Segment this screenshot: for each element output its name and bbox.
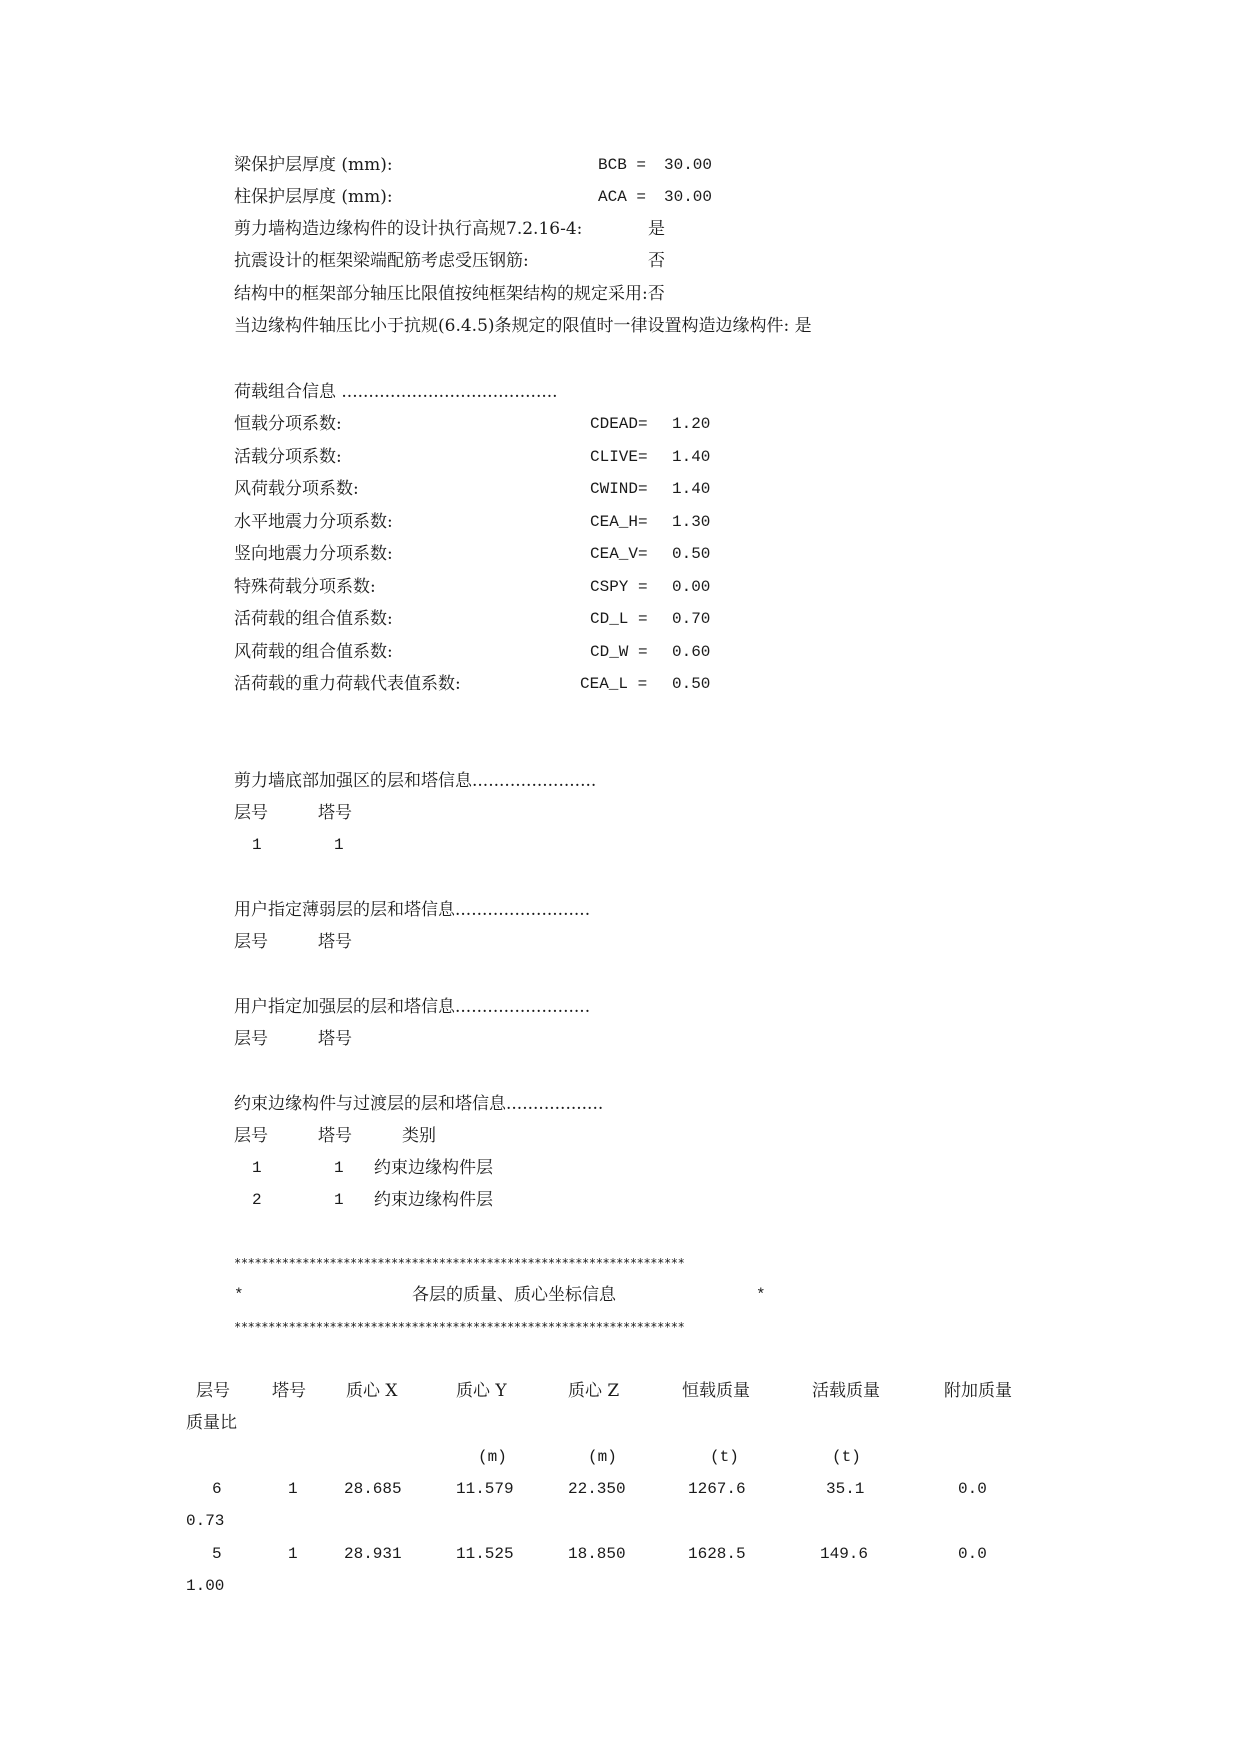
row-tower: 1 — [288, 1545, 298, 1563]
load-row-code: CWIND= — [590, 480, 648, 498]
load-row-code: CEA_V= — [590, 545, 648, 563]
row-live: 35.1 — [826, 1480, 865, 1498]
load-row-value: 0.00 — [672, 578, 711, 596]
row-y: 11.579 — [456, 1480, 514, 1498]
type-cell: 约束边缘构件层 — [374, 1190, 493, 1210]
header-y: 质心 Y — [456, 1381, 507, 1401]
load-row-label: 活荷载的重力荷载代表值系数: — [234, 674, 461, 694]
row-floor: 5 — [212, 1545, 222, 1563]
load-row-label: 活荷载的组合值系数: — [234, 609, 393, 629]
load-row-code: CDEAD= — [590, 415, 648, 433]
unit-y: (m) — [478, 1448, 507, 1466]
header-tower: 塔号 — [272, 1381, 306, 1401]
load-row-value: 0.70 — [672, 610, 711, 628]
load-row-code: CEA_H= — [590, 513, 648, 531]
header-dead: 恒载质量 — [682, 1381, 750, 1401]
col-type-header: 类别 — [402, 1126, 436, 1146]
frame-beam-line: 抗震设计的框架梁端配筋考虑受压钢筋: — [234, 251, 529, 271]
row-z: 18.850 — [568, 1545, 626, 1563]
col-floor-header: 层号 — [234, 1126, 268, 1146]
col-cover-code: ACA = — [598, 188, 647, 206]
load-row-code: CEA_L = — [580, 675, 648, 693]
load-row-label: 活载分项系数: — [234, 447, 342, 467]
load-combo-heading: 荷载组合信息 ........................................ — [234, 382, 558, 402]
load-row-value: 1.40 — [672, 480, 711, 498]
header-live: 活载质量 — [812, 1381, 880, 1401]
load-row-label: 特殊荷载分项系数: — [234, 577, 376, 597]
header-extra: 附加质量 — [944, 1381, 1012, 1401]
unit-live: (t) — [832, 1448, 861, 1466]
col-tower-header: 塔号 — [318, 1126, 352, 1146]
header-z: 质心 Z — [568, 1381, 620, 1401]
load-row-value: 0.50 — [672, 545, 711, 563]
load-row-value: 1.30 — [672, 513, 711, 531]
load-row-value: 1.40 — [672, 448, 711, 466]
axial-ratio-line: 结构中的框架部分轴压比限值按纯框架结构的规定采用:否 — [234, 284, 665, 304]
load-row-label: 竖向地震力分项系数: — [234, 544, 393, 564]
row-ratio: 0.73 — [186, 1512, 225, 1530]
shear-wall-value: 是 — [648, 219, 665, 239]
floor-cell: 1 — [252, 1159, 262, 1177]
load-row-label: 风荷载分项系数: — [234, 479, 359, 499]
tower-cell: 1 — [334, 836, 344, 854]
col-floor-header: 层号 — [234, 1029, 268, 1049]
load-row-value: 0.60 — [672, 643, 711, 661]
beam-cover-label: 梁保护层厚度 (mm): — [234, 155, 393, 175]
star-border-top: ****************************************************************** — [234, 1256, 685, 1270]
header-ratio: 质量比 — [186, 1413, 237, 1433]
header-x: 质心 X — [346, 1381, 398, 1401]
load-row-label: 水平地震力分项系数: — [234, 512, 393, 532]
strong-layer-heading: 用户指定加强层的层和塔信息......................... — [234, 997, 591, 1017]
header-floor: 层号 — [196, 1381, 230, 1401]
row-live: 149.6 — [820, 1545, 869, 1563]
unit-z: (m) — [588, 1448, 617, 1466]
row-ratio: 1.00 — [186, 1577, 225, 1595]
load-row-value: 0.50 — [672, 675, 711, 693]
col-tower-header: 塔号 — [318, 803, 352, 823]
edge-member-line: 当边缘构件轴压比小于抗规(6.4.5)条规定的限值时一律设置构造边缘构件: 是 — [234, 316, 812, 336]
row-x: 28.685 — [344, 1480, 402, 1498]
row-y: 11.525 — [456, 1545, 514, 1563]
load-row-value: 1.20 — [672, 415, 711, 433]
star-left: * — [234, 1286, 244, 1304]
load-row-label: 风荷载的组合值系数: — [234, 642, 393, 662]
floor-cell: 1 — [252, 836, 262, 854]
load-row-code: CSPY = — [590, 578, 648, 596]
row-x: 28.931 — [344, 1545, 402, 1563]
col-floor-header: 层号 — [234, 932, 268, 952]
row-z: 22.350 — [568, 1480, 626, 1498]
load-row-label: 恒载分项系数: — [234, 414, 342, 434]
load-row-code: CD_L = — [590, 610, 648, 628]
row-extra: 0.0 — [958, 1545, 987, 1563]
load-row-code: CLIVE= — [590, 448, 648, 466]
load-row-code: CD_W = — [590, 643, 648, 661]
col-tower-header: 塔号 — [318, 932, 352, 952]
row-extra: 0.0 — [958, 1480, 987, 1498]
col-floor-header: 层号 — [234, 803, 268, 823]
shear-wall-line: 剪力墙构造边缘构件的设计执行高规7.2.16-4: — [234, 219, 583, 239]
floor-cell: 2 — [252, 1191, 262, 1209]
beam-cover-code: BCB = — [598, 156, 647, 174]
unit-dead: (t) — [710, 1448, 739, 1466]
col-tower-header: 塔号 — [318, 1029, 352, 1049]
weak-layer-heading: 用户指定薄弱层的层和塔信息......................... — [234, 900, 591, 920]
frame-beam-value: 否 — [648, 251, 665, 271]
tower-cell: 1 — [334, 1159, 344, 1177]
tower-cell: 1 — [334, 1191, 344, 1209]
star-right: * — [756, 1286, 766, 1304]
star-border-bottom: ****************************************************************** — [234, 1320, 685, 1334]
mass-box-title: 各层的质量、质心坐标信息 — [412, 1285, 616, 1305]
row-dead: 1267.6 — [688, 1480, 746, 1498]
boundary-heading: 约束边缘构件与过渡层的层和塔信息.................. — [234, 1094, 604, 1114]
col-cover-label: 柱保护层厚度 (mm): — [234, 187, 393, 207]
row-floor: 6 — [212, 1480, 222, 1498]
col-cover-value: 30.00 — [664, 188, 713, 206]
row-tower: 1 — [288, 1480, 298, 1498]
type-cell: 约束边缘构件层 — [374, 1158, 493, 1178]
reinforced-base-heading: 剪力墙底部加强区的层和塔信息....................... — [234, 771, 597, 791]
row-dead: 1628.5 — [688, 1545, 746, 1563]
beam-cover-value: 30.00 — [664, 156, 713, 174]
